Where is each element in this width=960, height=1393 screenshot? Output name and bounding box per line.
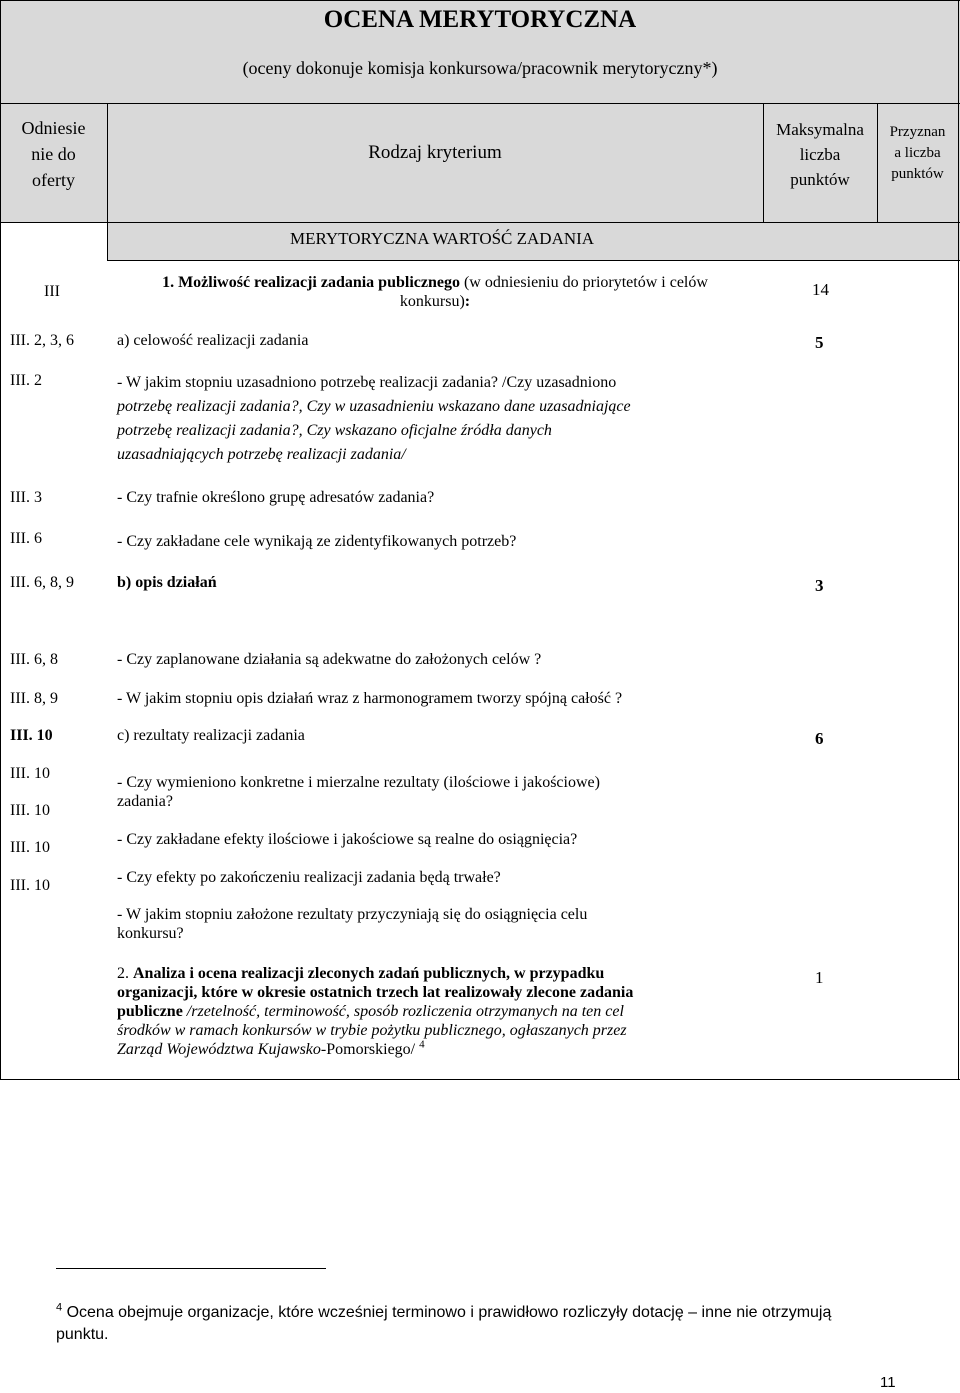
footnote-mark: 4 — [56, 1301, 63, 1314]
footnote: $^4$ Ocena obejmuje organizacje, które wcześniej terminowo i prawidłowo rozliczyły dotację – inne nie otrzymują punktu. — [56, 1301, 832, 1343]
a-max-points: 5 — [815, 333, 824, 352]
a-title: a) celowość realizacji zadania — [117, 332, 309, 349]
a-q3-reference: III. 6 — [10, 530, 42, 547]
section-header-left-line — [107, 222, 108, 260]
c-max-points: 6 — [815, 729, 824, 748]
a-q2-reference: III. 3 — [10, 489, 42, 506]
a-reference: III. 2, 3, 6 — [10, 332, 74, 349]
title-bottom-line — [0, 103, 960, 104]
table-border-right — [958, 0, 959, 1080]
b-reference: III. 6, 8, 9 — [10, 574, 74, 591]
page-title: OCENA MERYTORYCZNA — [323, 6, 637, 33]
c-q4-reference: III. 10 — [10, 877, 50, 894]
column-header-awarded-points: Przyznan a liczba punktów — [889, 124, 946, 182]
c-q2-reference: III. 10 — [10, 802, 50, 819]
row1-reference: III — [44, 283, 60, 300]
footnote-separator — [56, 1268, 326, 1269]
page-subtitle: (oceny dokonuje komisja konkursowa/pracownik merytoryczny*) — [242, 58, 718, 78]
c-q3-text: - Czy efekty po zakończeniu realizacji zadania będą trwałe? — [117, 869, 501, 886]
b-max-points: 3 — [815, 576, 824, 595]
column-header-bottom-line — [0, 222, 960, 223]
a-q1-text: - W jakim stopniu uzasadniono potrzebę realizacji zadania? /Czy uzasadniono potrzebę realizacji zadania?, Czy w uzasadnieniu wskazano dane uzasadniające potrzebę realizacji zadania?, Czy wskazano oficjalne źródła danych uzasadniających potrzebę realizacji zadania/ — [117, 374, 631, 463]
column-header-reference: Odniesie nie do oferty — [21, 118, 86, 190]
table-border-bottom — [0, 1079, 960, 1080]
c-q2-text: - Czy zakładane efekty ilościowe i jakościowe są realne do osiągnięcia? — [117, 831, 578, 848]
footnote-reference[interactable]: 4 — [419, 1038, 425, 1051]
a-q2-text: - Czy trafnie określono grupę adresatów zadania? — [117, 489, 435, 506]
column-header-max-points: Maksymalna liczba punktów — [776, 120, 864, 189]
c-q1-reference: III. 10 — [10, 765, 50, 782]
b-title: b) opis działań — [117, 574, 217, 591]
a-q1-reference: III. 2 — [10, 372, 42, 389]
a-q3-text: - Czy zakładane cele wynikają ze zidentyfikowanych potrzeb? — [117, 533, 517, 550]
section-title: MERYTORYCZNA WARTOŚĆ ZADANIA — [290, 229, 595, 248]
page-number: 11 — [880, 1374, 896, 1391]
c-q4-text: - W jakim stopniu założone rezultaty przyczyniają się do osiągnięcia celu konkursu? — [117, 906, 588, 942]
row2-criterion: 2. Analiza i ocena realizacji zleconych zadań publicznych, w przypadku organizacji, które w okresie ostatnich trzech lat realizowały zlecone zadania publiczne /rzetelność, terminowość, sposób rozliczenia otrzymanych na ten cel środków w ramach konkursów w trybie pożytku publicznego, ogłaszanych przez Zarząd Województwa Kujawsko-Pomorskiego/ $^4$ — [117, 965, 634, 1058]
column-header-criterion: Rodzaj kryterium — [368, 142, 502, 163]
table-border-top — [0, 0, 960, 1]
row1-max-points: 14 — [812, 280, 829, 299]
row2-max-points: 1 — [815, 968, 824, 987]
c-q1-text: - Czy wymieniono konkretne i mierzalne rezultaty (ilościowe i jakościowe) zadania? — [117, 774, 600, 810]
c-q3-reference: III. 10 — [10, 839, 50, 856]
b-q2-reference: III. 8, 9 — [10, 690, 58, 707]
c-reference: III. 10 — [10, 727, 53, 744]
c-title: c) rezultaty realizacji zadania — [117, 727, 305, 744]
b-q1-reference: III. 6, 8 — [10, 651, 58, 668]
section-header-bottom-line — [107, 260, 960, 261]
b-q1-text: - Czy zaplanowane działania są adekwatne do założonych celów ? — [117, 651, 542, 668]
row1-criterion: 1. Możliwość realizacji zadania publicznego (w odniesieniu do priorytetów i celów konkursu): — [162, 274, 708, 310]
b-q2-text: - W jakim stopniu opis działań wraz z harmonogramem tworzy spójną całość ? — [117, 690, 623, 707]
